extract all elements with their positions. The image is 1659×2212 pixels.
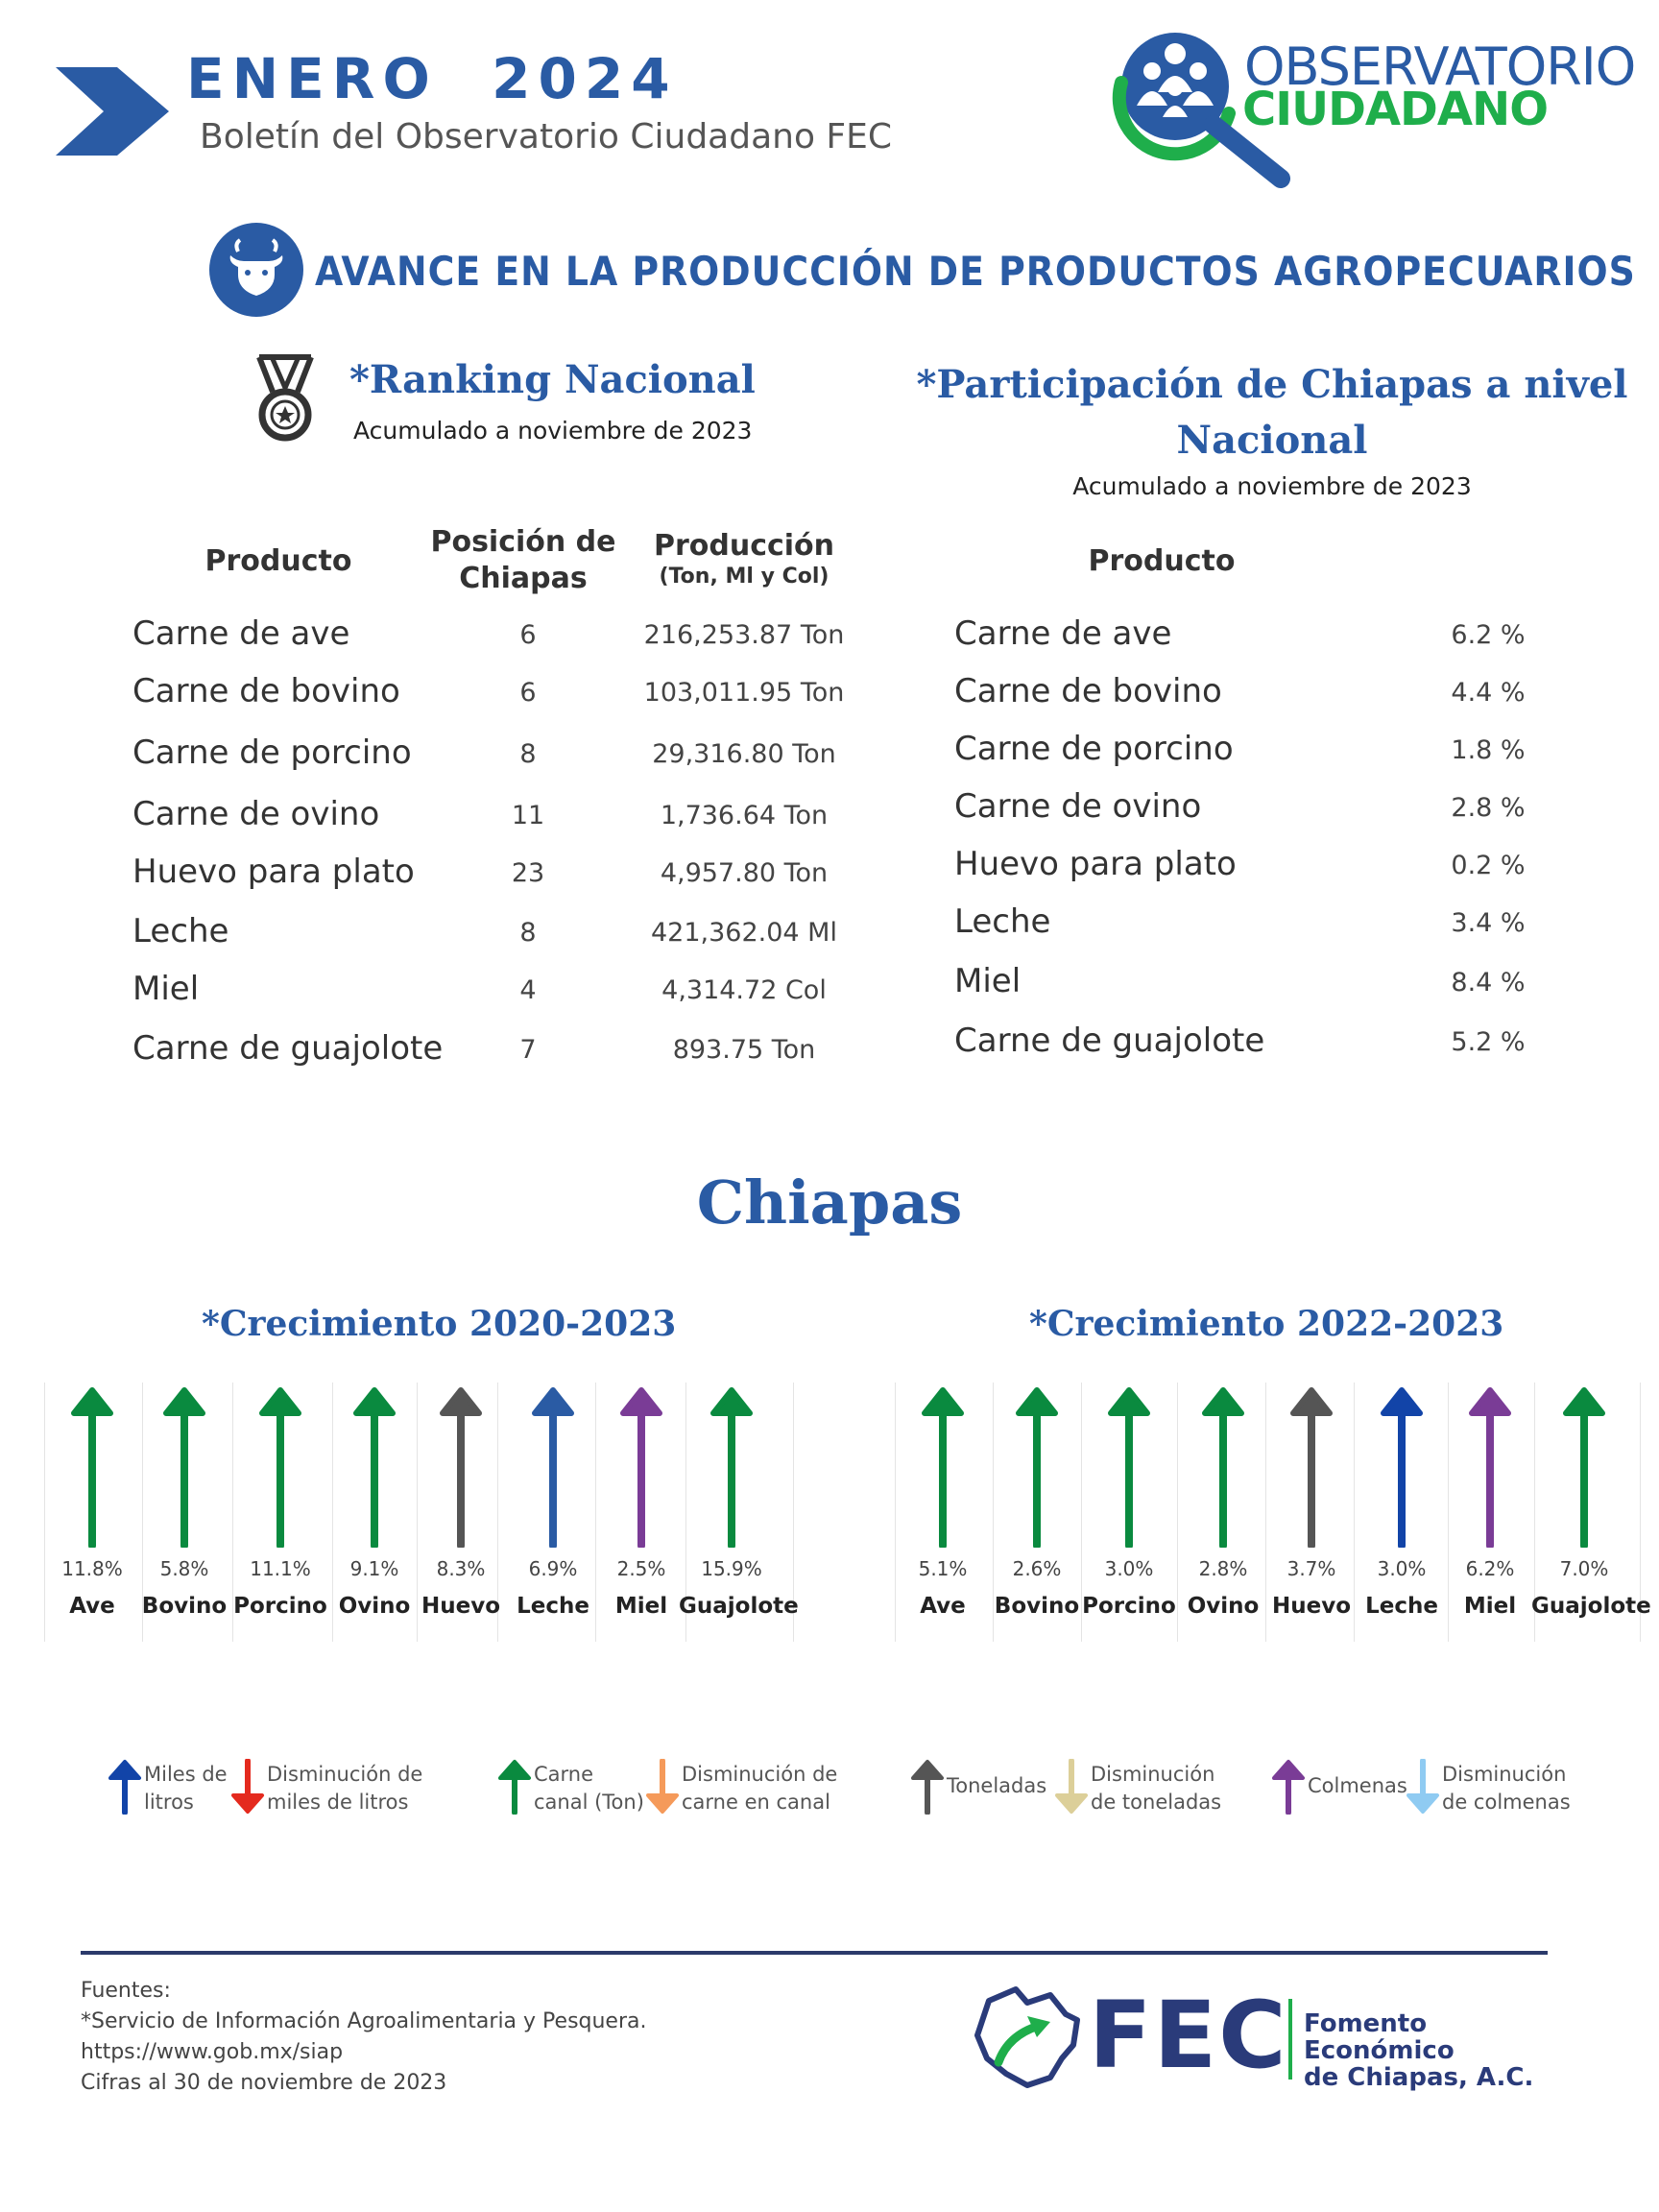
participation-share: 3.4 % [1451, 908, 1526, 938]
growth-label: Huevo [421, 1594, 501, 1619]
growth-label: Miel [614, 1594, 668, 1619]
participation-title-line1: *Participación de Chiapas a nivel [916, 362, 1628, 407]
footer-divider [81, 1951, 1548, 1955]
legend-up-arrow-icon [497, 1759, 532, 1815]
legend-down-arrow-icon [645, 1759, 680, 1815]
participation-product: Leche [954, 902, 1051, 941]
growth-up-arrow-icon [1562, 1384, 1606, 1548]
growth-up-arrow-icon [162, 1384, 206, 1548]
ranking-production: 4,957.80 Ton [660, 858, 829, 888]
legend-label [947, 1772, 1046, 1800]
growth-value: 5.1% [918, 1557, 968, 1580]
participation-col-product: Producto [1088, 544, 1236, 578]
growth-up-arrow-icon [352, 1384, 397, 1548]
footer-line1: Fuentes: [81, 1979, 171, 2003]
bulletin-subtitle: Boletín del Observatorio Ciudadano FEC [200, 117, 893, 156]
ranking-production: 216,253.87 Ton [643, 620, 845, 650]
ranking-product: Miel [132, 970, 200, 1008]
legend-label [1308, 1772, 1407, 1800]
ranking-production: 4,314.72 Col [661, 975, 827, 1005]
legend-label-line1: Miles de [144, 1763, 228, 1786]
growth-value: 2.5% [616, 1557, 666, 1580]
participation-product: Carne de bovino [954, 672, 1222, 710]
ranking-production: 103,011.95 Ton [643, 678, 845, 708]
growth-up-arrow-icon [619, 1384, 663, 1548]
growth-value: 5.8% [159, 1557, 209, 1580]
legend-label [682, 1761, 837, 1816]
legend-down-arrow-icon [1054, 1759, 1089, 1815]
legend-up-arrow-icon [108, 1759, 142, 1815]
growth-value: 7.0% [1559, 1557, 1609, 1580]
growth-up-arrow-icon [70, 1384, 114, 1548]
ranking-col-product: Producto [204, 544, 352, 578]
legend-up-arrow-icon [910, 1759, 945, 1815]
growth-up-arrow-icon [1468, 1384, 1512, 1548]
ranking-product: Carne de porcino [132, 733, 412, 772]
legend-label-line1: Colmenas [1308, 1774, 1407, 1797]
participation-share: 8.4 % [1451, 968, 1526, 998]
participation-share: 0.2 % [1451, 851, 1526, 880]
growth-value: 6.9% [528, 1557, 578, 1580]
fec-name-line1: Fomento Económico [1304, 2009, 1455, 2065]
ranking-col-production [634, 528, 854, 589]
growth-label: Ovino [338, 1594, 411, 1619]
ranking-position: 6 [519, 678, 537, 708]
growth-up-arrow-icon [1107, 1384, 1151, 1548]
legend-label-line2: miles de litros [267, 1791, 409, 1814]
legend-down-arrow-icon [230, 1759, 265, 1815]
legend-label-line1: Disminución [1442, 1763, 1567, 1786]
bulletin-month: ENERO 2024 [186, 46, 678, 111]
legend-label-line1: Disminución de [682, 1763, 838, 1786]
chevron-arrow-icon [56, 67, 169, 156]
growth-value: 11.8% [61, 1557, 123, 1580]
participation-share: 4.4 % [1451, 678, 1526, 708]
participation-share: 5.2 % [1451, 1027, 1526, 1057]
growth-label: Ovino [1187, 1594, 1260, 1619]
growth-value: 9.1% [349, 1557, 399, 1580]
growth-up-arrow-icon [258, 1384, 302, 1548]
legend-label-line1: Toneladas [947, 1774, 1047, 1797]
legend-label-line2: carne en canal [682, 1791, 830, 1814]
growth-2020-2023-title: *Crecimiento 2020-2023 [202, 1304, 677, 1344]
ranking-product: Carne de ovino [132, 795, 380, 833]
participation-product: Carne de ovino [954, 787, 1202, 826]
growth-value: 3.0% [1104, 1557, 1154, 1580]
growth-label: Huevo [1271, 1594, 1352, 1619]
growth-value: 11.1% [250, 1557, 311, 1580]
growth-label: Ave [69, 1594, 115, 1619]
ranking-col-production-label: Producción [653, 529, 835, 563]
growth-value: 8.3% [436, 1557, 486, 1580]
growth-value: 3.7% [1286, 1557, 1336, 1580]
participation-title [893, 357, 1651, 469]
participation-title-line2: Nacional [1176, 418, 1368, 463]
fec-logo-divider [1288, 1999, 1292, 2080]
footer-line3: https://www.gob.mx/siap [81, 2040, 344, 2064]
growth-label: Porcino [233, 1594, 327, 1619]
ranking-title: *Ranking Nacional [349, 357, 756, 402]
growth-label: Bovino [141, 1594, 228, 1619]
chiapas-title: Chiapas [696, 1167, 963, 1238]
growth-value: 6.2% [1465, 1557, 1515, 1580]
growth-label: Leche [517, 1594, 589, 1619]
growth-value: 15.9% [701, 1557, 762, 1580]
legend-label-line2: de colmenas [1442, 1791, 1571, 1814]
ranking-position: 23 [511, 858, 545, 888]
legend-up-arrow-icon [1271, 1759, 1306, 1815]
legend-label-line1: Disminución de [267, 1763, 423, 1786]
participation-product: Miel [954, 962, 1022, 1000]
observatorio-logo [1110, 19, 1636, 192]
fec-logo [970, 1982, 1565, 2097]
growth-value: 2.8% [1198, 1557, 1248, 1580]
ranking-position: 8 [519, 739, 537, 769]
logo-text-top: OBSERVATORIO [1244, 36, 1636, 97]
ranking-col-production-units: (Ton, Ml y Col) [659, 565, 830, 589]
participation-product: Carne de guajolote [954, 1022, 1265, 1060]
growth-label: Miel [1463, 1594, 1517, 1619]
growth-up-arrow-icon [921, 1384, 965, 1548]
participation-share: 1.8 % [1451, 735, 1526, 765]
fec-name-line2: de Chiapas, A.C. [1304, 2063, 1534, 2092]
legend-label-line1: Carne [534, 1763, 594, 1786]
legend-label [1091, 1761, 1221, 1816]
growth-up-arrow-icon [1380, 1384, 1424, 1548]
legend-down-arrow-icon [1406, 1759, 1440, 1815]
fec-logo-text: FEC [1089, 1982, 1288, 2089]
participation-product: Carne de porcino [954, 730, 1234, 768]
ranking-subtitle: Acumulado a noviembre de 2023 [353, 417, 753, 445]
legend-label [1442, 1761, 1571, 1816]
ranking-production: 421,362.04 Ml [651, 918, 837, 948]
fec-name [1304, 2010, 1565, 2091]
ranking-col-position: Posición de Chiapas [430, 525, 616, 595]
ranking-position: 6 [519, 620, 537, 650]
ranking-position: 8 [519, 918, 537, 948]
ranking-production: 29,316.80 Ton [652, 739, 836, 769]
growth-label: Guajolote [679, 1594, 799, 1619]
growth-label: Ave [920, 1594, 966, 1619]
footer-sources [81, 1976, 647, 2099]
logo-text-bottom: CIUDADANO [1242, 83, 1549, 136]
ranking-product: Carne de guajolote [132, 1029, 444, 1068]
legend-label-line2: de toneladas [1091, 1791, 1222, 1814]
participation-share: 6.2 % [1451, 620, 1526, 650]
legend-label [144, 1761, 228, 1816]
growth-label: Bovino [994, 1594, 1080, 1619]
ranking-production: 1,736.64 Ton [660, 801, 829, 830]
legend-label-line2: canal (Ton) [534, 1791, 644, 1814]
growth-up-arrow-icon [1289, 1384, 1334, 1548]
ranking-position: 4 [519, 975, 537, 1005]
growth-up-arrow-icon [439, 1384, 483, 1548]
participation-subtitle: Acumulado a noviembre de 2023 [1072, 472, 1472, 500]
participation-share: 2.8 % [1451, 793, 1526, 823]
ranking-production: 893.75 Ton [672, 1035, 816, 1065]
medal-icon [252, 353, 319, 445]
chiapas-map-icon [970, 1982, 1085, 2089]
participation-product: Huevo para plato [954, 845, 1237, 883]
section-title: AVANCE EN LA PRODUCCIÓN DE PRODUCTOS AGROPECUARIOS [315, 248, 1636, 295]
growth-up-arrow-icon [1015, 1384, 1059, 1548]
ranking-product: Leche [132, 912, 229, 950]
cow-icon [209, 223, 303, 317]
ranking-position: 7 [519, 1035, 537, 1065]
ranking-product: Carne de ave [132, 614, 350, 653]
ranking-product: Huevo para plato [132, 853, 415, 891]
participation-product: Carne de ave [954, 614, 1172, 653]
growth-2022-2023-title: *Crecimiento 2022-2023 [1029, 1304, 1504, 1344]
growth-up-arrow-icon [709, 1384, 754, 1548]
ranking-product: Carne de bovino [132, 672, 400, 710]
legend-label-line1: Disminución [1091, 1763, 1215, 1786]
growth-label: Guajolote [1531, 1594, 1651, 1619]
growth-label: Leche [1365, 1594, 1438, 1619]
growth-up-arrow-icon [1201, 1384, 1245, 1548]
footer-line4: Cifras al 30 de noviembre de 2023 [81, 2071, 447, 2095]
growth-value: 3.0% [1377, 1557, 1427, 1580]
legend-label-line2: litros [144, 1791, 194, 1814]
growth-up-arrow-icon [531, 1384, 575, 1548]
ranking-position: 11 [511, 801, 545, 830]
legend-label [534, 1761, 644, 1816]
legend-label [267, 1761, 422, 1816]
growth-value: 2.6% [1012, 1557, 1062, 1580]
footer-line2: *Servicio de Información Agroalimentaria y Pesquera. [81, 2009, 647, 2033]
growth-label: Porcino [1082, 1594, 1176, 1619]
